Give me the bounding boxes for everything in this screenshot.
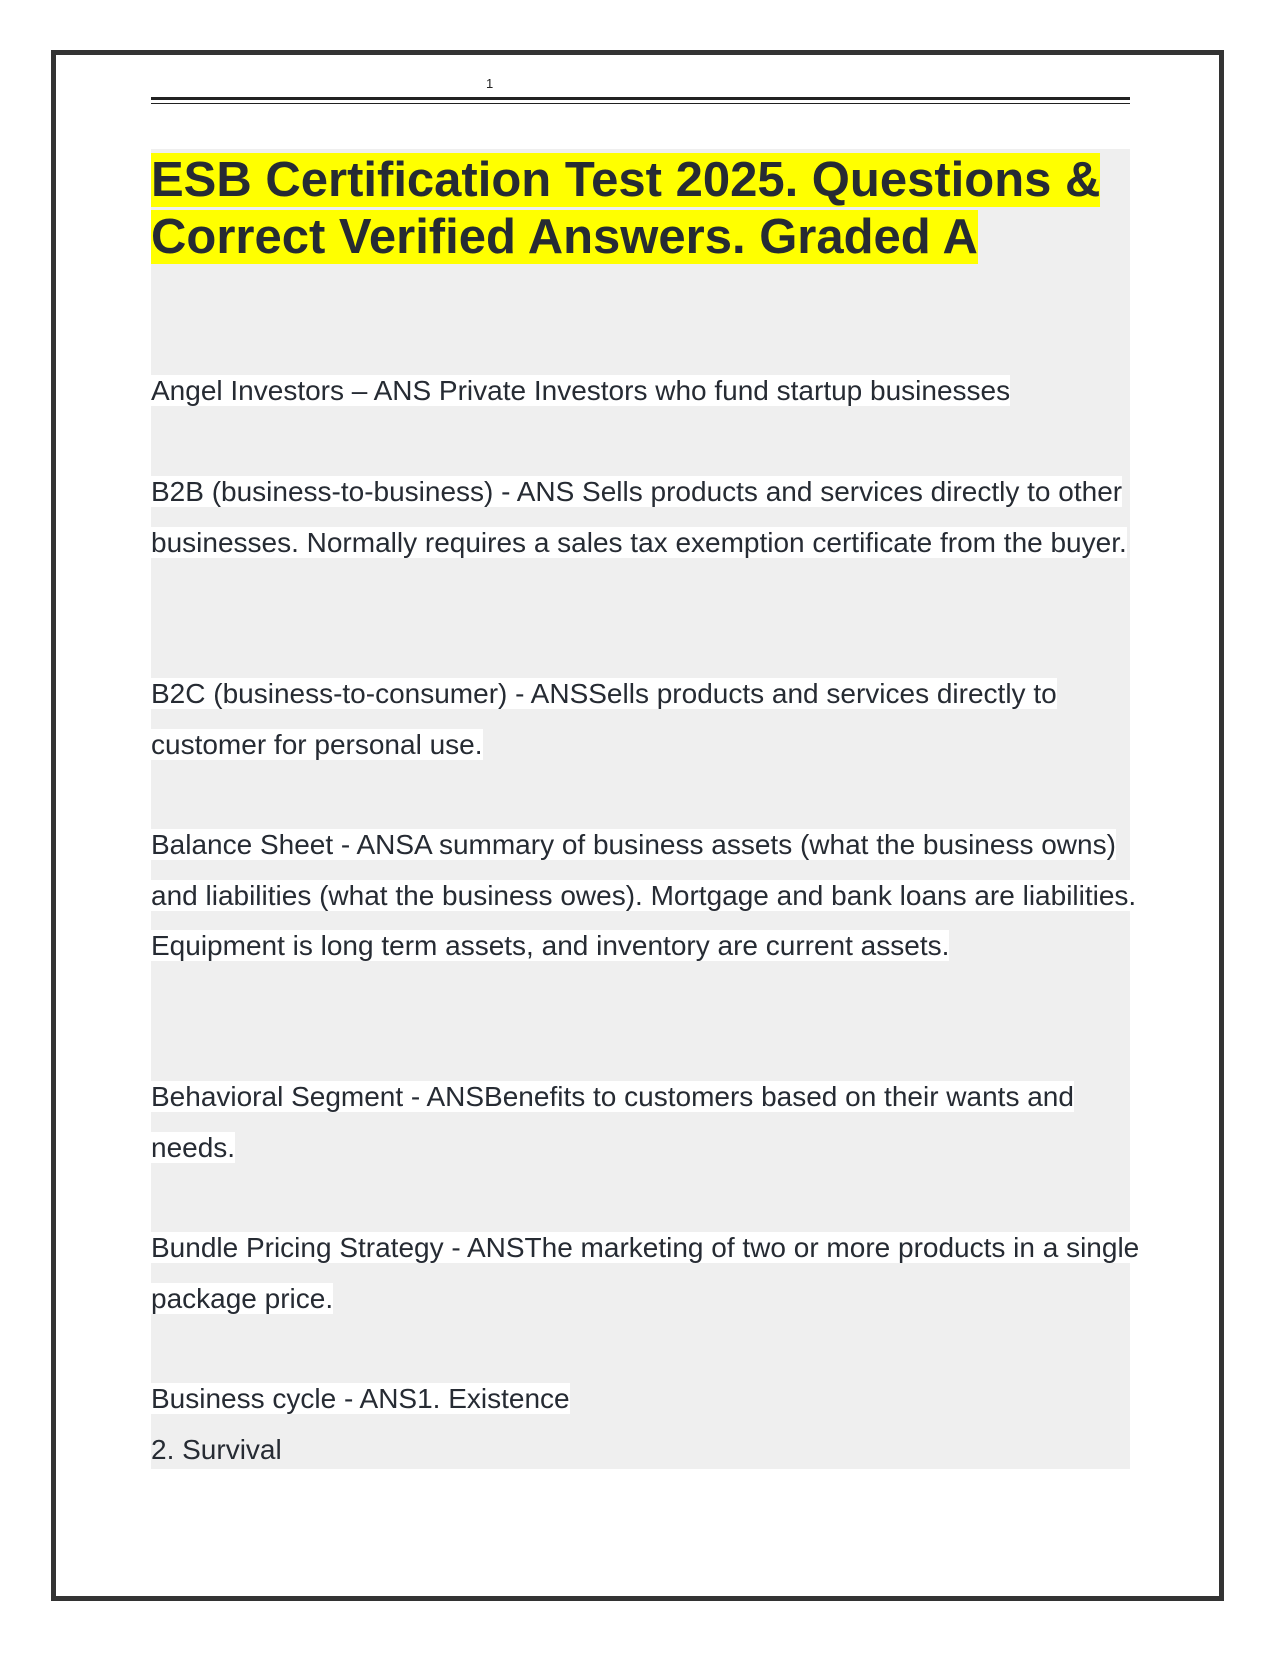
header-rule-thin	[151, 103, 1130, 104]
page-number: 1	[486, 76, 494, 91]
entry-text: Bundle Pricing Strategy - ANSThe marketing of two or more products in a single package price.	[151, 1232, 1140, 1314]
document-title	[151, 152, 1141, 266]
entry-text: Business cycle - ANS1. Existence	[151, 1383, 570, 1414]
entry-text: Balance Sheet - ANSA summary of business assets (what the business owns) and liabilities (what the business owes). Mortgage and bank loans are liabilities. Equipment is long term assets, and inventory are current assets.	[151, 829, 1137, 961]
entry-text: B2B (business-to-business) - ANS Sells products and services directly to other businesses. Normally requires a sales tax exemption certificate from the buyer.	[151, 476, 1127, 558]
entry-b2b	[151, 467, 1141, 568]
entry-bundle-pricing	[151, 1223, 1141, 1324]
entry-text: Behavioral Segment - ANSBenefits to customers based on their wants and needs.	[151, 1081, 1074, 1163]
entry-text: 2. Survival	[151, 1434, 282, 1465]
header-rule	[151, 97, 1130, 100]
entry-b2c	[151, 669, 1141, 770]
entry-balance-sheet	[151, 820, 1141, 972]
document-title-text: ESB Certification Test 2025. Questions & Correct Verified Answers. Graded A	[151, 153, 1101, 264]
entry-text: Angel Investors – ANS Private Investors who fund startup businesses	[151, 375, 1011, 406]
entry-behavioral-segment	[151, 1072, 1141, 1173]
entry-business-cycle	[151, 1374, 1141, 1425]
entry-angel-investors	[151, 366, 1141, 417]
entry-text: B2C (business-to-consumer) - ANSSells products and services directly to customer for personal use.	[151, 678, 1057, 760]
entry-business-cycle-step	[151, 1425, 1141, 1476]
